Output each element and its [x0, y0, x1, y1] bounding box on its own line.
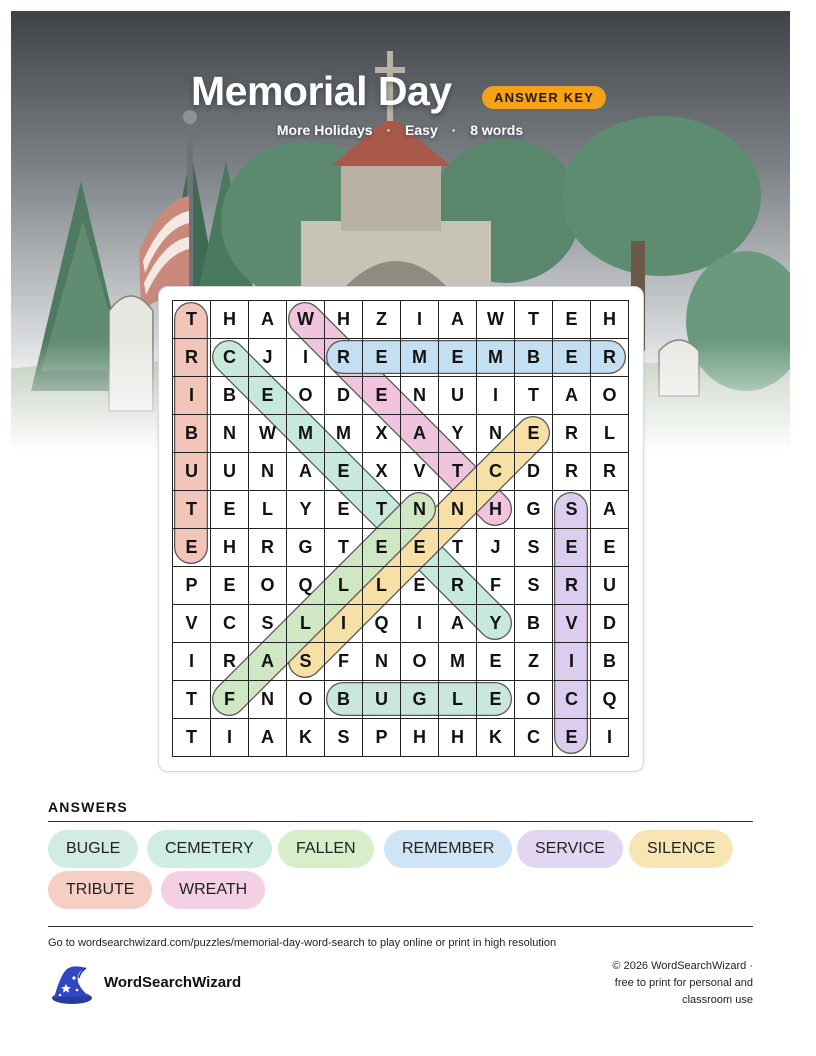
grid-cell: S: [515, 529, 553, 567]
grid-cell: L: [363, 567, 401, 605]
grid-cell: L: [249, 491, 287, 529]
grid-cell: T: [325, 529, 363, 567]
grid-cell: A: [553, 377, 591, 415]
footer-divider: [48, 926, 753, 927]
grid-cell: H: [325, 301, 363, 339]
grid-cell: C: [477, 453, 515, 491]
grid-cell: E: [325, 491, 363, 529]
grid-cell: E: [553, 301, 591, 339]
grid-cell: F: [325, 643, 363, 681]
grid-cell: A: [287, 453, 325, 491]
grid-cell: C: [211, 339, 249, 377]
grid-cell: X: [363, 453, 401, 491]
grid-cell: N: [249, 681, 287, 719]
grid-cell: E: [249, 377, 287, 415]
grid-cell: L: [439, 681, 477, 719]
grid-cell: E: [363, 377, 401, 415]
grid-cell: T: [173, 719, 211, 757]
grid-cell: B: [211, 377, 249, 415]
grid-cell: D: [591, 605, 629, 643]
grid-cell: T: [173, 491, 211, 529]
grid-cell: E: [211, 567, 249, 605]
grid-cell: N: [211, 415, 249, 453]
grid-cell: E: [325, 453, 363, 491]
grid-cell: V: [553, 605, 591, 643]
grid-cell: X: [363, 415, 401, 453]
grid-cell: Y: [287, 491, 325, 529]
letter-grid: [172, 300, 629, 757]
grid-cell: I: [287, 339, 325, 377]
brand-name[interactable]: WordSearchWizard: [104, 974, 242, 991]
grid-cell: F: [211, 681, 249, 719]
title-row: [0, 68, 816, 128]
grid-cell: E: [477, 681, 515, 719]
answer-pill-remember: REMEMBER: [384, 830, 512, 868]
grid-cell: S: [249, 605, 287, 643]
grid-cell: U: [173, 453, 211, 491]
grid-cell: R: [591, 339, 629, 377]
grid-cell: I: [401, 605, 439, 643]
grid-cell: R: [325, 339, 363, 377]
grid-cell: Z: [363, 301, 401, 339]
grid-cell: W: [287, 301, 325, 339]
answer-pill-cemetery: CEMETERY: [147, 830, 272, 868]
grid-cell: B: [515, 605, 553, 643]
grid-cell: E: [401, 529, 439, 567]
grid-cell: N: [439, 491, 477, 529]
grid-cell: B: [515, 339, 553, 377]
grid-cell: I: [173, 643, 211, 681]
grid-cell: R: [553, 415, 591, 453]
grid-cell: A: [249, 643, 287, 681]
grid-cell: O: [287, 377, 325, 415]
meta-separator: ·: [451, 122, 457, 138]
grid-cell: W: [249, 415, 287, 453]
grid-cell: Y: [477, 605, 515, 643]
grid-cell: T: [439, 529, 477, 567]
grid-cell: C: [553, 681, 591, 719]
answer-pill-silence: SILENCE: [629, 830, 733, 868]
copyright-line: free to print for personal and: [614, 977, 753, 989]
grid-cell: A: [249, 301, 287, 339]
grid-cell: L: [591, 415, 629, 453]
grid-cell: F: [477, 567, 515, 605]
grid-cell: S: [553, 491, 591, 529]
grid-cell: H: [439, 719, 477, 757]
grid-cell: A: [439, 301, 477, 339]
grid-cell: U: [363, 681, 401, 719]
grid-cell: G: [515, 491, 553, 529]
grid-cell: P: [363, 719, 401, 757]
grid-cell: O: [287, 681, 325, 719]
grid-cell: B: [325, 681, 363, 719]
grid-cell: D: [515, 453, 553, 491]
grid-cell: N: [363, 643, 401, 681]
grid-cell: N: [249, 453, 287, 491]
grid-cell: C: [515, 719, 553, 757]
grid-cell: C: [211, 605, 249, 643]
grid-cell: U: [439, 377, 477, 415]
answers-heading: ANSWERS: [48, 799, 128, 815]
grid-cell: H: [211, 529, 249, 567]
grid-cell: B: [591, 643, 629, 681]
grid-cell: I: [553, 643, 591, 681]
word-count-label: 8 words: [470, 122, 524, 138]
grid-cell: I: [477, 377, 515, 415]
grid-cell: E: [553, 529, 591, 567]
grid-cell: V: [173, 605, 211, 643]
grid-cell: Y: [439, 415, 477, 453]
difficulty-label: Easy: [405, 122, 438, 138]
meta-separator: ·: [386, 122, 392, 138]
grid-cell: R: [173, 339, 211, 377]
grid-cell: E: [211, 491, 249, 529]
grid-cell: R: [249, 529, 287, 567]
copyright: [553, 958, 753, 1009]
grid-cell: A: [249, 719, 287, 757]
grid-cell: S: [287, 643, 325, 681]
grid-cell: Q: [363, 605, 401, 643]
grid-cell: T: [439, 453, 477, 491]
grid-cell: I: [325, 605, 363, 643]
copyright-line: classroom use: [682, 994, 753, 1006]
grid-cell: G: [287, 529, 325, 567]
grid-cell: H: [401, 719, 439, 757]
grid-cell: U: [591, 567, 629, 605]
grid-cell: A: [401, 415, 439, 453]
grid-cell: R: [553, 567, 591, 605]
grid-cell: E: [401, 567, 439, 605]
grid-cell: T: [515, 301, 553, 339]
grid-cell: E: [363, 529, 401, 567]
answer-key-badge: ANSWER KEY: [482, 86, 606, 109]
grid-cell: R: [211, 643, 249, 681]
grid-cell: Z: [515, 643, 553, 681]
answers-divider: [48, 821, 753, 822]
grid-cell: S: [325, 719, 363, 757]
grid-cell: V: [401, 453, 439, 491]
grid-cell: E: [477, 643, 515, 681]
grid-cell: J: [249, 339, 287, 377]
grid-cell: O: [249, 567, 287, 605]
grid-cell: I: [591, 719, 629, 757]
grid-cell: E: [553, 719, 591, 757]
page-title: Memorial Day: [191, 68, 452, 114]
grid-cell: G: [401, 681, 439, 719]
answer-pill-bugle: BUGLE: [48, 830, 138, 868]
grid-cell: P: [173, 567, 211, 605]
grid-cell: R: [439, 567, 477, 605]
grid-cell: M: [287, 415, 325, 453]
grid-cell: R: [553, 453, 591, 491]
grid-cell: E: [553, 339, 591, 377]
answer-pill-service: SERVICE: [517, 830, 623, 868]
answer-pill-tribute: TRIBUTE: [48, 871, 152, 909]
grid-cell: H: [211, 301, 249, 339]
grid-cell: I: [211, 719, 249, 757]
grid-cell: J: [477, 529, 515, 567]
grid-cell: I: [401, 301, 439, 339]
grid-cell: T: [173, 681, 211, 719]
grid-cell: O: [401, 643, 439, 681]
grid-cell: H: [591, 301, 629, 339]
grid-cell: L: [287, 605, 325, 643]
grid-cell: M: [439, 643, 477, 681]
grid-cell: K: [287, 719, 325, 757]
grid-cell: L: [325, 567, 363, 605]
grid-cell: T: [363, 491, 401, 529]
grid-cell: Q: [591, 681, 629, 719]
grid-cell: N: [401, 491, 439, 529]
wizard-hat-icon: [46, 962, 94, 1006]
answer-pill-fallen: FALLEN: [278, 830, 374, 868]
grid-cell: M: [325, 415, 363, 453]
grid-cell: W: [477, 301, 515, 339]
grid-cell: E: [363, 339, 401, 377]
grid-cell: N: [401, 377, 439, 415]
answer-pill-wreath: WREATH: [161, 871, 265, 909]
grid-cell: E: [591, 529, 629, 567]
grid-cell: O: [515, 681, 553, 719]
grid-cell: M: [401, 339, 439, 377]
grid-cell: T: [173, 301, 211, 339]
grid-cell: H: [477, 491, 515, 529]
copyright-line: © 2026 WordSearchWizard ·: [612, 960, 753, 972]
grid-cell: D: [325, 377, 363, 415]
grid-cell: M: [477, 339, 515, 377]
footer-note: Go to wordsearchwizard.com/puzzles/memorial-day-word-search to play online or print in high resolution: [48, 937, 557, 949]
grid-cell: T: [515, 377, 553, 415]
grid-cell: E: [173, 529, 211, 567]
grid-cell: E: [439, 339, 477, 377]
grid-cell: A: [591, 491, 629, 529]
grid-cell: K: [477, 719, 515, 757]
grid-cell: U: [211, 453, 249, 491]
puzzle-area: [172, 300, 628, 756]
grid-cell: B: [173, 415, 211, 453]
grid-cell: A: [439, 605, 477, 643]
grid-cell: O: [591, 377, 629, 415]
grid-cell: Q: [287, 567, 325, 605]
grid-cell: N: [477, 415, 515, 453]
grid-cell: I: [173, 377, 211, 415]
grid-cell: E: [515, 415, 553, 453]
grid-cell: R: [591, 453, 629, 491]
puzzle-meta: [0, 122, 800, 138]
category-link[interactable]: More Holidays: [276, 122, 373, 138]
grid-cell: S: [515, 567, 553, 605]
